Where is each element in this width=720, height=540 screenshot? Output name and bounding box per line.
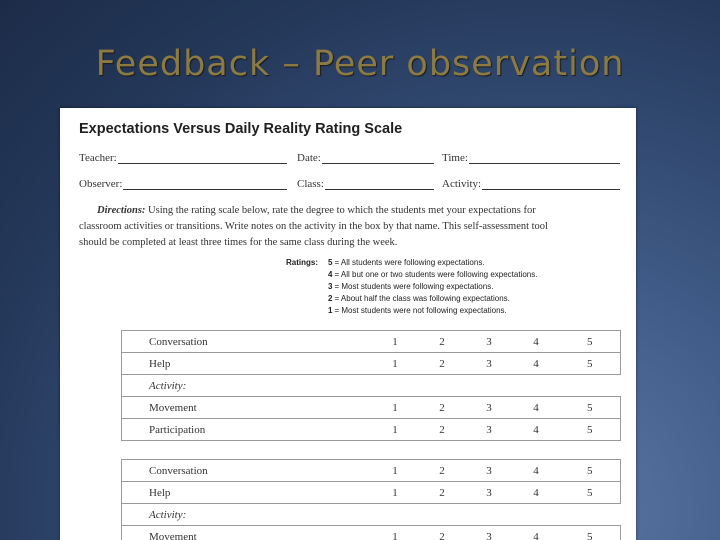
class-field[interactable] — [297, 178, 434, 190]
rating-option[interactable]: 1 — [372, 331, 419, 353]
class-label: Class: — [297, 178, 324, 190]
rating-option[interactable]: 1 — [372, 482, 419, 504]
rating-line: 3 = Most students were following expectations. — [328, 282, 494, 291]
rating-option[interactable]: 1 — [372, 460, 419, 482]
rating-line: 5 = All students were following expectations. — [328, 258, 485, 267]
field-row-observer — [79, 178, 627, 192]
rating-option[interactable]: 1 — [372, 353, 419, 375]
document-heading: Expectations Versus Daily Reality Rating Scale — [79, 121, 403, 137]
rating-option[interactable]: 1 — [372, 397, 419, 419]
table-row — [122, 397, 621, 419]
table-row-activity — [122, 375, 621, 397]
rating-option[interactable]: 3 — [466, 353, 513, 375]
activity-field[interactable] — [442, 178, 620, 190]
rating-option[interactable]: 5 — [560, 353, 621, 375]
table-row — [122, 419, 621, 441]
activity-label: Activity: — [442, 178, 482, 190]
rating-option[interactable]: 2 — [419, 419, 466, 441]
rating-option[interactable]: 5 — [560, 460, 621, 482]
class-blank[interactable] — [325, 179, 434, 190]
rating-option[interactable]: 4 — [513, 353, 560, 375]
rating-option[interactable]: 3 — [466, 460, 513, 482]
row-label: Movement — [122, 526, 372, 540]
directions-line-2: classroom activities or transitions. Write notes on the activity in the box by that name. This self-assessment tool — [79, 221, 548, 232]
rating-option[interactable]: 4 — [513, 526, 560, 540]
row-label: Movement — [122, 397, 372, 419]
row-label: Conversation — [122, 460, 372, 482]
rating-option[interactable]: 3 — [466, 397, 513, 419]
rating-option[interactable]: 2 — [419, 482, 466, 504]
rating-option[interactable]: 1 — [372, 526, 419, 540]
observer-field[interactable] — [79, 178, 287, 190]
rating-option[interactable]: 4 — [513, 419, 560, 441]
table-row — [122, 526, 621, 540]
date-label: Date: — [297, 152, 321, 164]
activity-blank[interactable] — [482, 179, 620, 190]
rating-option[interactable]: 2 — [419, 353, 466, 375]
table-row-activity — [122, 504, 621, 526]
directions-text — [79, 203, 627, 251]
time-field[interactable] — [442, 152, 620, 164]
rating-option[interactable]: 3 — [466, 482, 513, 504]
table-row — [122, 331, 621, 353]
rating-table-2 — [121, 459, 621, 540]
rating-option[interactable]: 2 — [419, 460, 466, 482]
date-field[interactable] — [297, 152, 434, 164]
rating-option[interactable]: 2 — [419, 526, 466, 540]
table-row — [122, 482, 621, 504]
rating-option[interactable]: 4 — [513, 460, 560, 482]
teacher-label: Teacher: — [79, 152, 117, 164]
rating-scale-document — [60, 108, 636, 540]
row-label: Conversation — [122, 331, 372, 353]
observer-blank[interactable] — [123, 179, 287, 190]
rating-option[interactable]: 5 — [560, 331, 621, 353]
rating-option[interactable]: 3 — [466, 526, 513, 540]
date-blank[interactable] — [322, 153, 434, 164]
rating-option[interactable]: 3 — [466, 331, 513, 353]
directions-line-3: should be completed at least three times for the same class during the week. — [79, 237, 398, 248]
ratings-label: Ratings: — [286, 258, 318, 267]
time-blank[interactable] — [469, 153, 620, 164]
rating-line: 1 = Most students were not following expectations. — [328, 306, 507, 315]
row-label: Help — [122, 353, 372, 375]
field-row-teacher — [79, 152, 627, 166]
rating-option[interactable]: 1 — [372, 419, 419, 441]
rating-line: 4 = All but one or two students were following expectations. — [328, 270, 538, 279]
rating-option[interactable]: 3 — [466, 419, 513, 441]
rating-option[interactable]: 5 — [560, 482, 621, 504]
rating-option[interactable]: 2 — [419, 397, 466, 419]
table-row — [122, 460, 621, 482]
table-row — [122, 353, 621, 375]
rating-option[interactable]: 5 — [560, 397, 621, 419]
observer-label: Observer: — [79, 178, 123, 190]
teacher-blank[interactable] — [118, 153, 287, 164]
activity-notes-cell[interactable]: Activity: — [122, 375, 621, 397]
teacher-field[interactable] — [79, 152, 287, 164]
rating-option[interactable]: 4 — [513, 397, 560, 419]
time-label: Time: — [442, 152, 468, 164]
rating-table-1 — [121, 330, 621, 441]
rating-option[interactable]: 5 — [560, 526, 621, 540]
row-label: Participation — [122, 419, 372, 441]
rating-line: 2 = About half the class was following expectations. — [328, 294, 510, 303]
row-label: Help — [122, 482, 372, 504]
directions-line-1: Using the rating scale below, rate the degree to which the students met your expectations for — [148, 205, 536, 216]
rating-option[interactable]: 4 — [513, 482, 560, 504]
directions-label: Directions: — [97, 205, 146, 216]
rating-option[interactable]: 4 — [513, 331, 560, 353]
rating-option[interactable]: 2 — [419, 331, 466, 353]
activity-notes-cell[interactable]: Activity: — [122, 504, 621, 526]
slide-title: Feedback – Peer observation — [95, 44, 625, 84]
rating-option[interactable]: 5 — [560, 419, 621, 441]
